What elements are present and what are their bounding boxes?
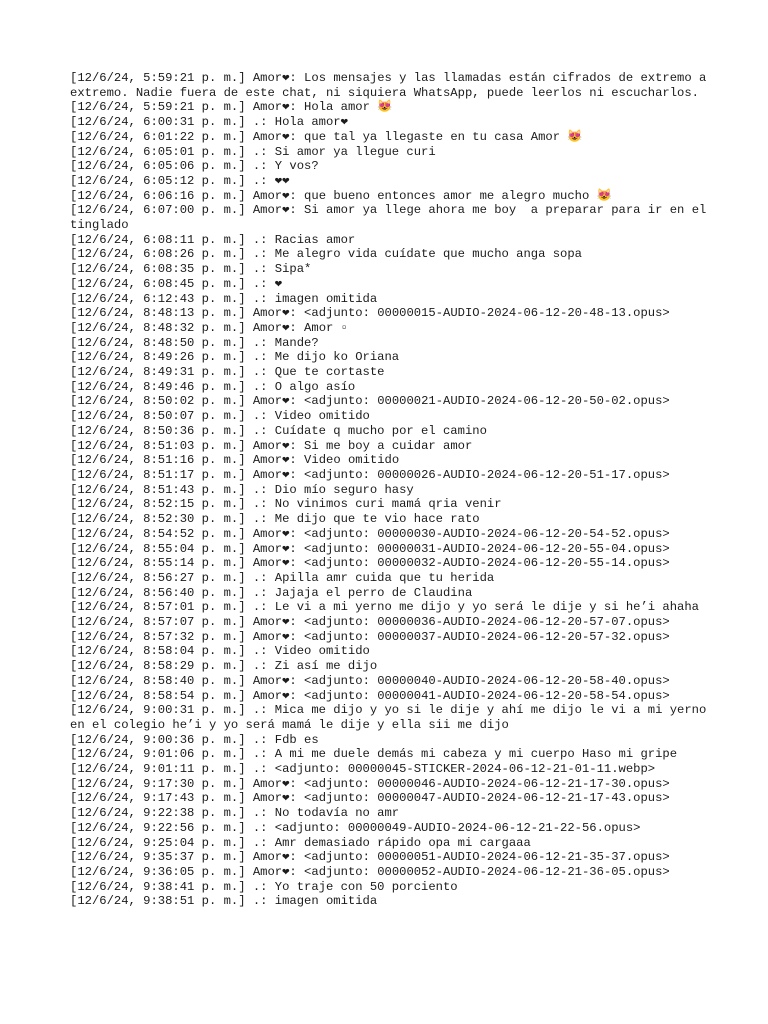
chat-message: [12/6/24, 8:49:46 p. m.] .: O algo asío	[70, 379, 356, 394]
chat-message: [12/6/24, 5:59:21 p. m.] Amor❤: Hola amor 😻	[70, 100, 393, 115]
chat-message: [12/6/24, 9:17:30 p. m.] Amor❤: <adjunto: 00000046-AUDIO-2024-06-12-21-17-30.opus>	[70, 776, 670, 791]
chat-message: [12/6/24, 8:50:02 p. m.] Amor❤: <adjunto: 00000021-AUDIO-2024-06-12-20-50-02.opus>	[70, 394, 670, 409]
chat-message: [12/6/24, 8:57:01 p. m.] .: Le vi a mi yerno me dijo y yo será le dije y si he’i ahaha	[70, 600, 699, 615]
chat-message: [12/6/24, 8:52:15 p. m.] .: No vinimos curi mamá qria venir	[70, 497, 502, 512]
chat-message: [12/6/24, 8:55:04 p. m.] Amor❤: <adjunto: 00000031-AUDIO-2024-06-12-20-55-04.opus>	[70, 541, 670, 556]
chat-message: [12/6/24, 8:57:07 p. m.] Amor❤: <adjunto: 00000036-AUDIO-2024-06-12-20-57-07.opus>	[70, 615, 670, 630]
chat-message: [12/6/24, 9:22:38 p. m.] .: No todavía no amr	[70, 806, 400, 821]
chat-message: [12/6/24, 8:58:54 p. m.] Amor❤: <adjunto: 00000041-AUDIO-2024-06-12-20-58-54.opus>	[70, 688, 670, 703]
chat-message: [12/6/24, 8:48:13 p. m.] Amor❤: <adjunto: 00000015-AUDIO-2024-06-12-20-48-13.opus>	[70, 306, 670, 321]
chat-export-page	[70, 71, 714, 909]
chat-message: [12/6/24, 6:08:35 p. m.] .: Sipa*	[70, 262, 312, 277]
chat-message: [12/6/24, 6:05:06 p. m.] .: Y vos?	[70, 159, 319, 174]
chat-message: [12/6/24, 9:25:04 p. m.] .: Amr demasiado rápido opa mi cargaaa	[70, 835, 531, 850]
chat-message: [12/6/24, 8:48:50 p. m.] .: Mande?	[70, 335, 319, 350]
chat-message: [12/6/24, 8:55:14 p. m.] Amor❤: <adjunto: 00000032-AUDIO-2024-06-12-20-55-14.opus>	[70, 556, 670, 571]
chat-message: [12/6/24, 9:01:06 p. m.] .: A mi me duele demás mi cabeza y mi cuerpo Haso mi gripe	[70, 747, 678, 762]
chat-message: [12/6/24, 8:51:17 p. m.] Amor❤: <adjunto: 00000026-AUDIO-2024-06-12-20-51-17.opus>	[70, 467, 670, 482]
chat-message: [12/6/24, 8:48:32 p. m.] Amor❤: Amor ▫	[70, 320, 348, 335]
chat-message: [12/6/24, 9:38:41 p. m.] .: Yo traje con 50 porciento	[70, 879, 458, 894]
chat-message: [12/6/24, 8:58:04 p. m.] .: Video omitido	[70, 644, 370, 659]
chat-message: [12/6/24, 6:08:26 p. m.] .: Me alegro vida cuídate que mucho anga sopa	[70, 247, 582, 262]
chat-message: [12/6/24, 9:01:11 p. m.] .: <adjunto: 00000045-STICKER-2024-06-12-21-01-11.webp>	[70, 762, 656, 777]
chat-message: [12/6/24, 6:06:16 p. m.] Amor❤: que bueno entonces amor me alegro mucho 😻	[70, 188, 612, 203]
chat-message: [12/6/24, 6:07:00 p. m.] Amor❤: Si amor ya llege ahora me boy a preparar para ir en el tinglado	[70, 203, 714, 233]
chat-message: [12/6/24, 9:00:36 p. m.] .: Fdb es	[70, 732, 319, 747]
chat-message: [12/6/24, 6:08:45 p. m.] .: ❤	[70, 276, 283, 291]
chat-message: [12/6/24, 8:50:36 p. m.] .: Cuídate q mucho por el camino	[70, 423, 487, 438]
chat-message: [12/6/24, 9:22:56 p. m.] .: <adjunto: 00000049-AUDIO-2024-06-12-21-22-56.opus>	[70, 820, 641, 835]
chat-message: [12/6/24, 6:01:22 p. m.] Amor❤: que tal ya llegaste en tu casa Amor 😻	[70, 129, 583, 144]
chat-message: [12/6/24, 8:50:07 p. m.] .: Video omitido	[70, 409, 370, 424]
chat-message: [12/6/24, 9:35:37 p. m.] Amor❤: <adjunto: 00000051-AUDIO-2024-06-12-21-35-37.opus>	[70, 850, 670, 865]
chat-message: [12/6/24, 8:51:43 p. m.] .: Dio mío seguro hasy	[70, 482, 414, 497]
chat-message: [12/6/24, 6:00:31 p. m.] .: Hola amor❤	[70, 115, 348, 130]
chat-message: [12/6/24, 9:38:51 p. m.] .: imagen omitida	[70, 894, 378, 909]
chat-message: [12/6/24, 5:59:21 p. m.] Amor❤: Los mensajes y las llamadas están cifrados de extremo a extremo. Nadie fuera de este chat, ni siquiera WhatsApp, puede leerlos ni escucharlos.	[70, 71, 714, 100]
chat-message: [12/6/24, 9:17:43 p. m.] Amor❤: <adjunto: 00000047-AUDIO-2024-06-12-21-17-43.opus>	[70, 791, 670, 806]
chat-message: [12/6/24, 8:49:31 p. m.] .: Que te cortaste	[70, 365, 385, 380]
chat-message: [12/6/24, 8:56:40 p. m.] .: Jajaja el perro de Claudina	[70, 585, 473, 600]
chat-message: [12/6/24, 9:00:31 p. m.] .: Mica me dijo y yo si le dije y ahí me dijo le vi a mi yerno en el colegio he’i y yo será mamá le dije y ella sii me dijo	[70, 703, 714, 732]
chat-message: [12/6/24, 8:57:32 p. m.] Amor❤: <adjunto: 00000037-AUDIO-2024-06-12-20-57-32.opus>	[70, 629, 670, 644]
chat-message: [12/6/24, 8:54:52 p. m.] Amor❤: <adjunto: 00000030-AUDIO-2024-06-12-20-54-52.opus>	[70, 526, 670, 541]
chat-message: [12/6/24, 6:05:12 p. m.] .: ❤❤	[70, 173, 290, 188]
chat-message: [12/6/24, 6:08:11 p. m.] .: Racias amor	[70, 232, 356, 247]
chat-message: [12/6/24, 8:58:40 p. m.] Amor❤: <adjunto: 00000040-AUDIO-2024-06-12-20-58-40.opus>	[70, 673, 670, 688]
chat-message: [12/6/24, 8:49:26 p. m.] .: Me dijo ko Oriana	[70, 350, 400, 365]
chat-message: [12/6/24, 9:36:05 p. m.] Amor❤: <adjunto: 00000052-AUDIO-2024-06-12-21-36-05.opus>	[70, 864, 670, 879]
chat-message: [12/6/24, 8:52:30 p. m.] .: Me dijo que te vio hace rato	[70, 512, 480, 527]
chat-message: [12/6/24, 8:51:16 p. m.] Amor❤: Video omitido	[70, 453, 400, 468]
chat-message: [12/6/24, 8:51:03 p. m.] Amor❤: Si me boy a cuidar amor	[70, 438, 473, 453]
chat-message: [12/6/24, 6:05:01 p. m.] .: Si amor ya llegue curi	[70, 144, 436, 159]
chat-message: [12/6/24, 6:12:43 p. m.] .: imagen omitida	[70, 291, 378, 306]
chat-message: [12/6/24, 8:58:29 p. m.] .: Zi así me dijo	[70, 659, 378, 674]
chat-message: [12/6/24, 8:56:27 p. m.] .: Apilla amr cuida que tu herida	[70, 570, 495, 585]
